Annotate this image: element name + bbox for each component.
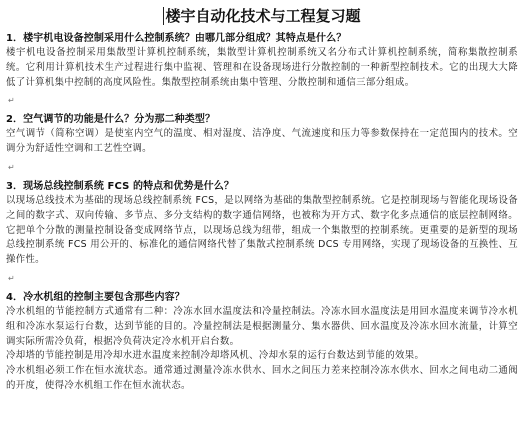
title-text: 楼宇自动化技术与工程复习题 (165, 7, 361, 25)
paragraph-mark-icon: ↵ (8, 96, 15, 106)
paragraph-mark-icon: ↵ (8, 162, 15, 172)
answer-3: 以现场总线技术为基础的现场总线控制系统 FCS，是以网络为基础的集散型控制系统。它是控制现场与智能化现场设备之间的数字式、双向传输、多节点、多分支结构的数字通信网络，也被称为开方式、数字化多点通信的底层控制网络。它把单个分散的测量控制设备变成网络节点，以现场总线为纽带，组成一个集散型的控制系统。更重要的是新型的现场总线控制系统 FCS 用公开的、标准化的通信网络代替了集散式控制系统 DCS 专用网络，实现了现场设备的互换性、互操作性。 (6, 194, 518, 266)
question-4: 4．冷水机组的控制主要包含那些内容？ (6, 291, 185, 303)
paragraph-gap (6, 268, 518, 290)
paragraph-gap (6, 90, 518, 112)
paragraph-mark-icon: ↵ (8, 273, 15, 283)
question-1: 1．楼宇机电设备控制采用什么控制系统？由哪几部分组成？其特点是什么？ (6, 33, 347, 44)
answer-4-paragraph-2: 冷却塔的节能控制是用冷却水进水温度来控制冷却塔风机、冷却水泵的运行台数达到节能的效果。 (6, 350, 425, 362)
section-1 (6, 31, 518, 90)
paragraph-gap (6, 157, 518, 179)
answer-1: 楼宇机电设备控制采用集散型计算机控制系统，集散型计算机控制系统又名分布式计算机控制系统，简称集散控制系统。它利用计算机技术生产过程进行集中监视、管理和在设备现场进行分散控制的一种新型控制技术。它的出现大大降低了计算机集中控制的高度风险性。集散型控制系统由集中管理、分散控制和通信三部分组成。 (6, 47, 518, 88)
answer-4-paragraph-3: 冷水机组必须工作在恒水流状态。通常通过测量冷冻水供水、回水之间压力差来控制冷冻水供水、回水之间电动二通阀的开度，使得冷水机组工作在恒水流状态。 (6, 365, 518, 391)
document-title (6, 6, 518, 28)
answer-2: 空气调节（简称空调）是使室内空气的温度、相对湿度、洁净度、气流速度和压力等参数保持在一定范围内的技术。空调分为舒适性空调和工艺性空调。 (6, 128, 518, 155)
answer-4: 冷水机组的节能控制方式通常有二种：冷冻水回水温度法和冷量控制法。冷冻水回水温度法是用回水温度来调节冷水机组和冷冻水泵运行台数，达到节能的目的。冷量控制法是根据测量分、集水器供、回水温度及冷冻水回水流量，计算空调实际所需冷负荷，根据冷负荷决定冷水机开启台数。 (6, 305, 518, 347)
section-3 (6, 179, 518, 268)
question-3: 3．现场总线控制系统 FCS 的特点和优势是什么？ (6, 180, 234, 192)
section-4 (6, 290, 518, 394)
question-2: 2．空气调节的功能是什么？分为那二种类型？ (6, 114, 216, 126)
section-2 (6, 112, 518, 157)
